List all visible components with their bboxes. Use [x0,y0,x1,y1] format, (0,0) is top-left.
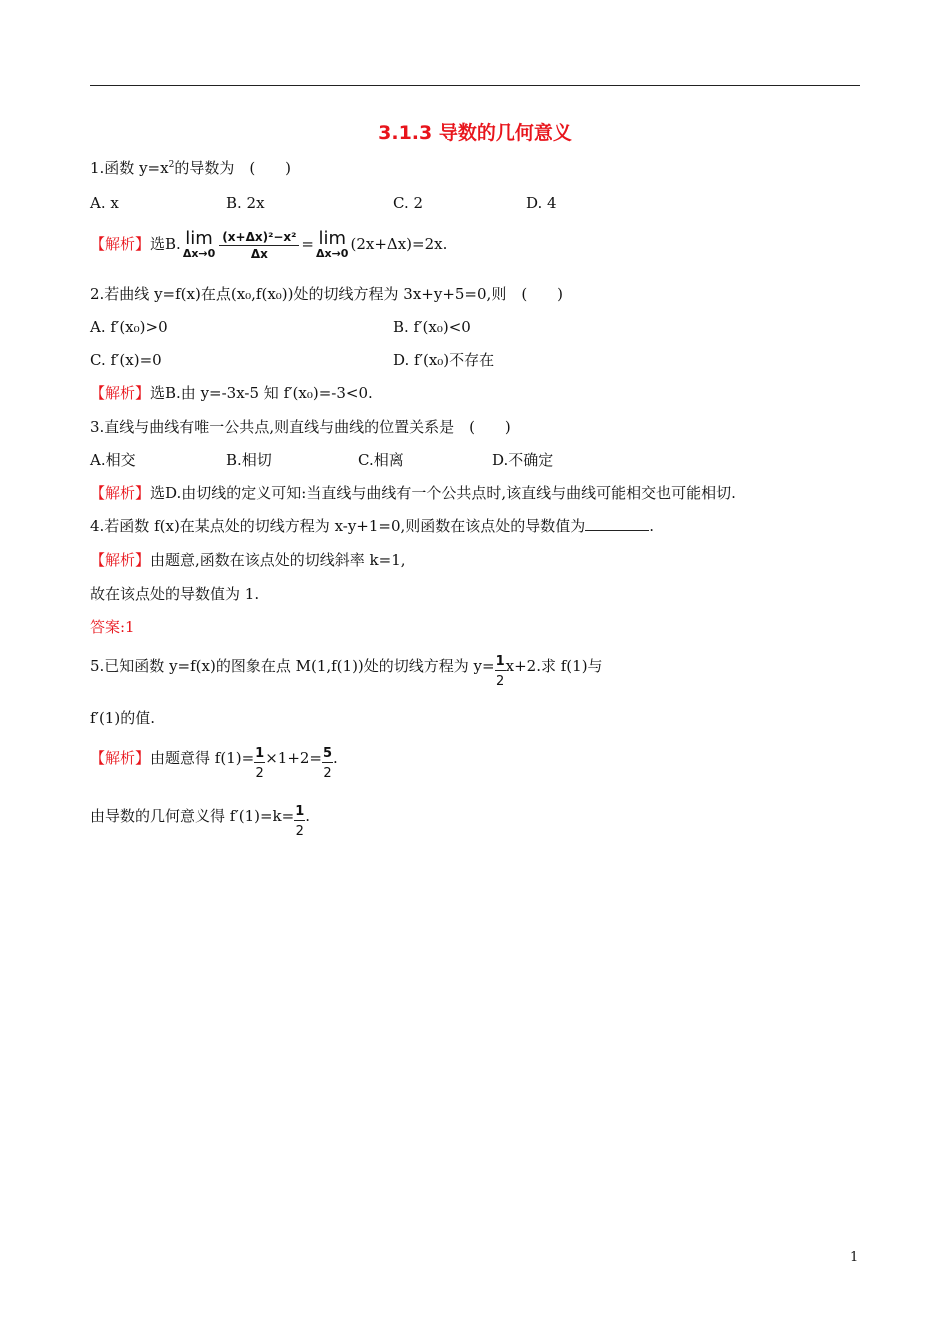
q4-text: 4.若函数 f(x)在某点处的切线方程为 x-y+1=0,则函数在该点处的导数值为 [90,517,586,535]
q2-option-b: B. f′(x₀)<0 [393,318,471,336]
q1-exponent: 2 [168,160,175,170]
q5-text-b: x+2.求 f(1)与 [505,657,603,675]
q5-sol-c: . [333,749,338,767]
q5-fraction-1: $\frac{1}{2}$ [255,746,265,781]
q1-option-d: D. 4 [526,194,557,212]
q1-solution [90,226,447,262]
analysis-tag: 【解析】 [90,551,151,569]
q4-solution-2: 故在该点处的导数值为 1. [90,585,260,603]
q5-text-a: 5.已知函数 y=f(x)的图象在点 M(1,f(1))处的切线方程为 y= [90,657,495,675]
q1-option-b: B. 2x [226,194,265,212]
question-2: 2.若曲线 y=f(x)在点(x₀,f(x₀))处的切线方程为 3x+y+5=0,则 ( ) [90,285,564,303]
q1-text: 1.函数 y=x [90,159,169,177]
limit-symbol-2: lim Δx→0 [315,228,349,260]
q5-solution-2 [90,806,310,845]
q4-text-end: . [649,517,655,535]
analysis-tag: 【解析】 [90,749,151,767]
q2-sol-text: 选B.由 y=-3x-5 知 f′(x₀)=-3<0. [150,384,373,402]
analysis-tag: 【解析】 [90,235,151,253]
q5-sol2-a: 由导数的几何意义得 f′(1)=k= [90,807,295,825]
q4-solution [90,550,406,570]
question-5 [90,656,603,695]
page-number: 1 [850,1250,859,1265]
q1-option-a: A. x [90,194,119,212]
q2-solution [90,383,373,403]
q1-rest: 的导数为 ( ) [174,159,292,177]
q2-option-d: D. f′(x₀)不存在 [393,351,495,369]
q3-solution [90,483,736,503]
q4-answer: 答案:1 [90,618,135,636]
answer-blank [585,516,649,531]
question-3: 3.直线与曲线有唯一公共点,则直线与曲线的位置关系是 ( ) [90,418,511,436]
q2-option-a: A. f′(x₀)>0 [90,318,168,336]
q3-option-a: A.相交 [90,451,136,469]
analysis-tag: 【解析】 [90,384,151,402]
q1-sol-a: 选B. [150,235,181,253]
q2-option-c: C. f′(x)=0 [90,351,162,369]
q3-option-c: C.相离 [358,451,404,469]
question-1 [90,158,291,178]
q5-fraction-3: $\frac{1}{2}$ [295,804,305,839]
limit-symbol: lim Δx→0 [182,228,216,260]
q5-slope-fraction: $\frac{1}{2}$ [495,654,505,689]
difference-quotient: $\frac{\text{(x+Δx)²−x²}}{\Delta x}$ [219,229,299,262]
question-4 [90,516,654,536]
q5-sol-a: 由题意得 f(1)= [150,749,255,767]
q3-option-b: B.相切 [226,451,272,469]
q1-eq: = [301,235,314,253]
header-rule [90,85,860,86]
q5-sol-b: ×1+2= [265,749,322,767]
question-5-cont: f′(1)的值. [90,709,155,727]
page-title: 3.1.3 导数的几何意义 [378,122,572,144]
q5-fraction-2: $\frac{5}{2}$ [323,746,333,781]
q5-sol2-b: . [305,807,311,825]
q1-sol-b: (2x+Δx)=2x. [350,235,448,253]
q3-sol-text: 选D.由切线的定义可知:当直线与曲线有一个公共点时,该直线与曲线可能相交也可能相切. [150,484,736,502]
analysis-tag: 【解析】 [90,484,151,502]
q4-sol-text: 由题意,函数在该点处的切线斜率 k=1, [150,551,406,569]
q3-option-d: D.不确定 [492,451,554,469]
q5-solution [90,748,338,787]
q1-option-c: C. 2 [393,194,424,212]
